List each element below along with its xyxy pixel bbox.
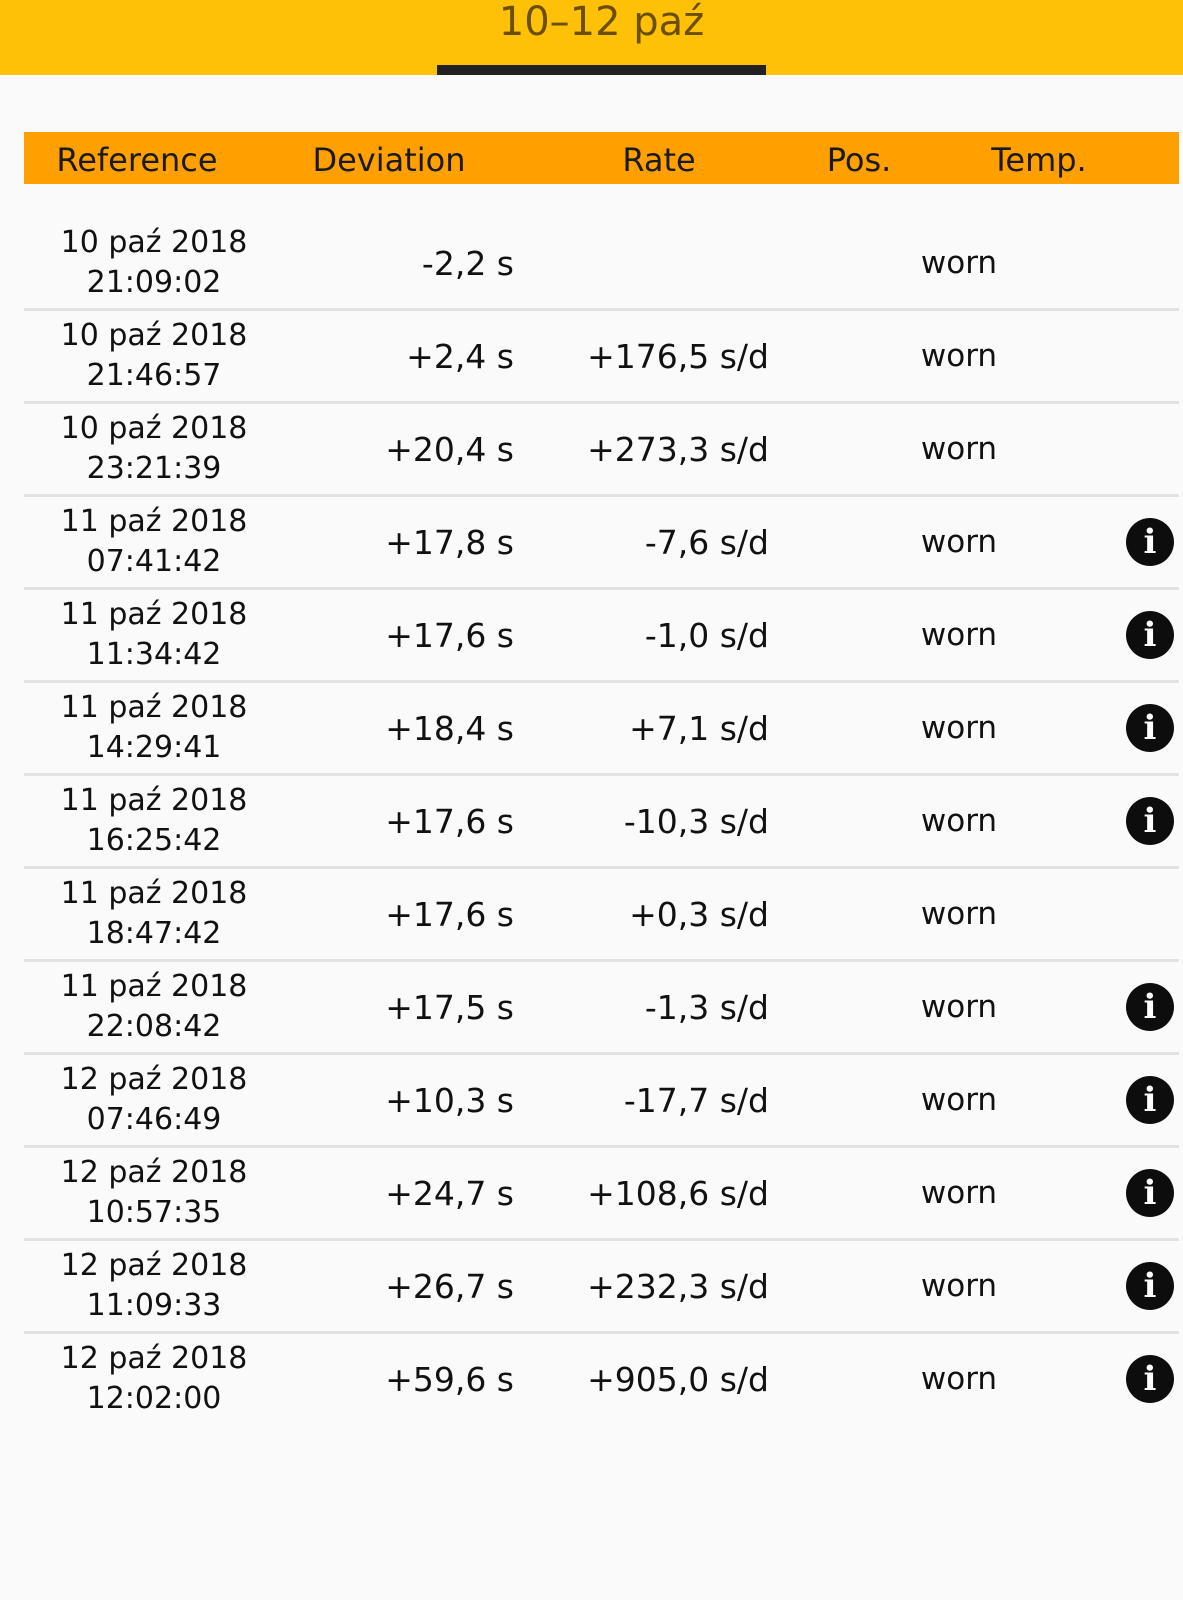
table-row[interactable]: [24, 1148, 1179, 1241]
reference-cell: [24, 218, 284, 308]
info-cell: [1124, 962, 1176, 1052]
table-row[interactable]: [24, 497, 1179, 590]
tab-date-range[interactable]: [437, 0, 766, 75]
reference-time: 11:34:42: [86, 637, 222, 672]
deviation-value: +17,6 s: [385, 894, 514, 934]
position-value: worn: [920, 803, 998, 839]
info-icon[interactable]: i: [1126, 611, 1174, 659]
rate-value: -17,7 s/d: [623, 1080, 769, 1120]
rate-value: [524, 218, 769, 308]
column-header-temp[interactable]: Temp.: [991, 141, 1087, 179]
tab-label: 10–12 paź: [498, 0, 705, 45]
deviation-value: +2,4 s: [406, 336, 514, 376]
deviation-value: +17,8 s: [385, 522, 514, 562]
deviation-value: +59,6 s: [385, 1359, 514, 1399]
reference-date: 11 paź 2018: [60, 969, 248, 1004]
table-row[interactable]: [24, 311, 1179, 404]
deviation-value: +20,4 s: [385, 429, 514, 469]
reference-time: 07:41:42: [86, 544, 222, 579]
table-header: [24, 132, 1179, 184]
reference-cell: [24, 311, 284, 401]
reference-date: 11 paź 2018: [60, 504, 248, 539]
table-row[interactable]: [24, 683, 1179, 776]
position-value: worn: [920, 617, 998, 653]
reference-time: 07:46:49: [86, 1102, 222, 1137]
measurement-list: [24, 218, 1179, 1424]
info-icon[interactable]: i: [1126, 1169, 1174, 1217]
reference-time: 22:08:42: [86, 1009, 222, 1044]
table-row[interactable]: [24, 1334, 1179, 1424]
position-value: worn: [920, 989, 998, 1025]
rate-value: +108,6 s/d: [587, 1173, 769, 1213]
reference-time: 12:02:00: [86, 1381, 222, 1416]
rate-value: -1,0 s/d: [644, 615, 769, 655]
info-icon[interactable]: i: [1126, 704, 1174, 752]
reference-cell: [24, 404, 284, 494]
info-icon[interactable]: i: [1126, 1262, 1174, 1310]
info-icon[interactable]: i: [1126, 1076, 1174, 1124]
info-icon[interactable]: i: [1126, 518, 1174, 566]
reference-time: 11:09:33: [86, 1288, 222, 1323]
deviation-value: +17,6 s: [385, 615, 514, 655]
rate-value: +0,3 s/d: [629, 894, 769, 934]
reference-date: 12 paź 2018: [60, 1341, 248, 1376]
info-cell: [1124, 497, 1176, 587]
table-row[interactable]: [24, 869, 1179, 962]
position-value: worn: [920, 710, 998, 746]
rate-value: -7,6 s/d: [644, 522, 769, 562]
table-row[interactable]: [24, 590, 1179, 683]
info-cell: [1124, 776, 1176, 866]
info-icon[interactable]: i: [1126, 797, 1174, 845]
info-icon[interactable]: i: [1126, 1355, 1174, 1403]
info-cell: [1124, 1334, 1176, 1424]
reference-date: 11 paź 2018: [60, 783, 248, 818]
position-value: worn: [920, 896, 998, 932]
reference-date: 12 paź 2018: [60, 1062, 248, 1097]
position-value: worn: [920, 245, 998, 281]
reference-cell: [24, 1148, 284, 1238]
reference-cell: [24, 1241, 284, 1331]
reference-cell: [24, 1334, 284, 1424]
reference-cell: [24, 590, 284, 680]
deviation-value: +17,6 s: [385, 801, 514, 841]
reference-date: 11 paź 2018: [60, 876, 248, 911]
position-value: worn: [920, 524, 998, 560]
rate-value: -10,3 s/d: [623, 801, 769, 841]
reference-date: 12 paź 2018: [60, 1155, 248, 1190]
reference-time: 18:47:42: [86, 916, 222, 951]
rate-value: +176,5 s/d: [587, 336, 769, 376]
reference-time: 23:21:39: [86, 451, 222, 486]
reference-time: 16:25:42: [86, 823, 222, 858]
table-row[interactable]: [24, 1241, 1179, 1334]
reference-time: 21:09:02: [86, 265, 222, 300]
rate-value: +905,0 s/d: [587, 1359, 769, 1399]
column-header-pos[interactable]: Pos.: [826, 141, 892, 179]
info-cell: [1124, 590, 1176, 680]
reference-date: 10 paź 2018: [60, 318, 248, 353]
rate-value: -1,3 s/d: [644, 987, 769, 1027]
position-value: worn: [920, 1361, 998, 1397]
deviation-value: +24,7 s: [385, 1173, 514, 1213]
position-value: worn: [920, 338, 998, 374]
reference-time: 21:46:57: [86, 358, 222, 393]
column-header-rate[interactable]: Rate: [622, 141, 696, 179]
info-icon[interactable]: i: [1126, 983, 1174, 1031]
position-value: worn: [920, 1082, 998, 1118]
reference-date: 10 paź 2018: [60, 411, 248, 446]
info-cell: [1124, 1055, 1176, 1145]
deviation-value: +26,7 s: [385, 1266, 514, 1306]
tab-indicator: [437, 65, 766, 75]
rate-value: +7,1 s/d: [629, 708, 769, 748]
reference-cell: [24, 1055, 284, 1145]
reference-cell: [24, 869, 284, 959]
table-row[interactable]: [24, 776, 1179, 869]
deviation-value: +10,3 s: [385, 1080, 514, 1120]
table-row[interactable]: [24, 962, 1179, 1055]
reference-date: 10 paź 2018: [60, 225, 248, 260]
position-value: worn: [920, 1268, 998, 1304]
rate-value: +273,3 s/d: [587, 429, 769, 469]
position-value: worn: [920, 431, 998, 467]
table-row[interactable]: [24, 404, 1179, 497]
position-value: worn: [920, 1175, 998, 1211]
info-cell: [1124, 1148, 1176, 1238]
column-header-reference[interactable]: Reference: [56, 141, 218, 179]
reference-date: 12 paź 2018: [60, 1248, 248, 1283]
column-header-deviation[interactable]: Deviation: [312, 141, 466, 179]
reference-cell: [24, 776, 284, 866]
reference-cell: [24, 683, 284, 773]
reference-cell: [24, 962, 284, 1052]
reference-date: 11 paź 2018: [60, 597, 248, 632]
reference-time: 10:57:35: [86, 1195, 222, 1230]
deviation-value: -2,2 s: [421, 243, 514, 283]
rate-value: +232,3 s/d: [587, 1266, 769, 1306]
reference-date: 11 paź 2018: [60, 690, 248, 725]
deviation-value: +18,4 s: [385, 708, 514, 748]
app-bar: [0, 0, 1183, 75]
info-cell: [1124, 683, 1176, 773]
reference-time: 14:29:41: [86, 730, 222, 765]
table-row[interactable]: [24, 1055, 1179, 1148]
table-row[interactable]: [24, 218, 1179, 311]
reference-cell: [24, 497, 284, 587]
deviation-value: +17,5 s: [385, 987, 514, 1027]
info-cell: [1124, 1241, 1176, 1331]
